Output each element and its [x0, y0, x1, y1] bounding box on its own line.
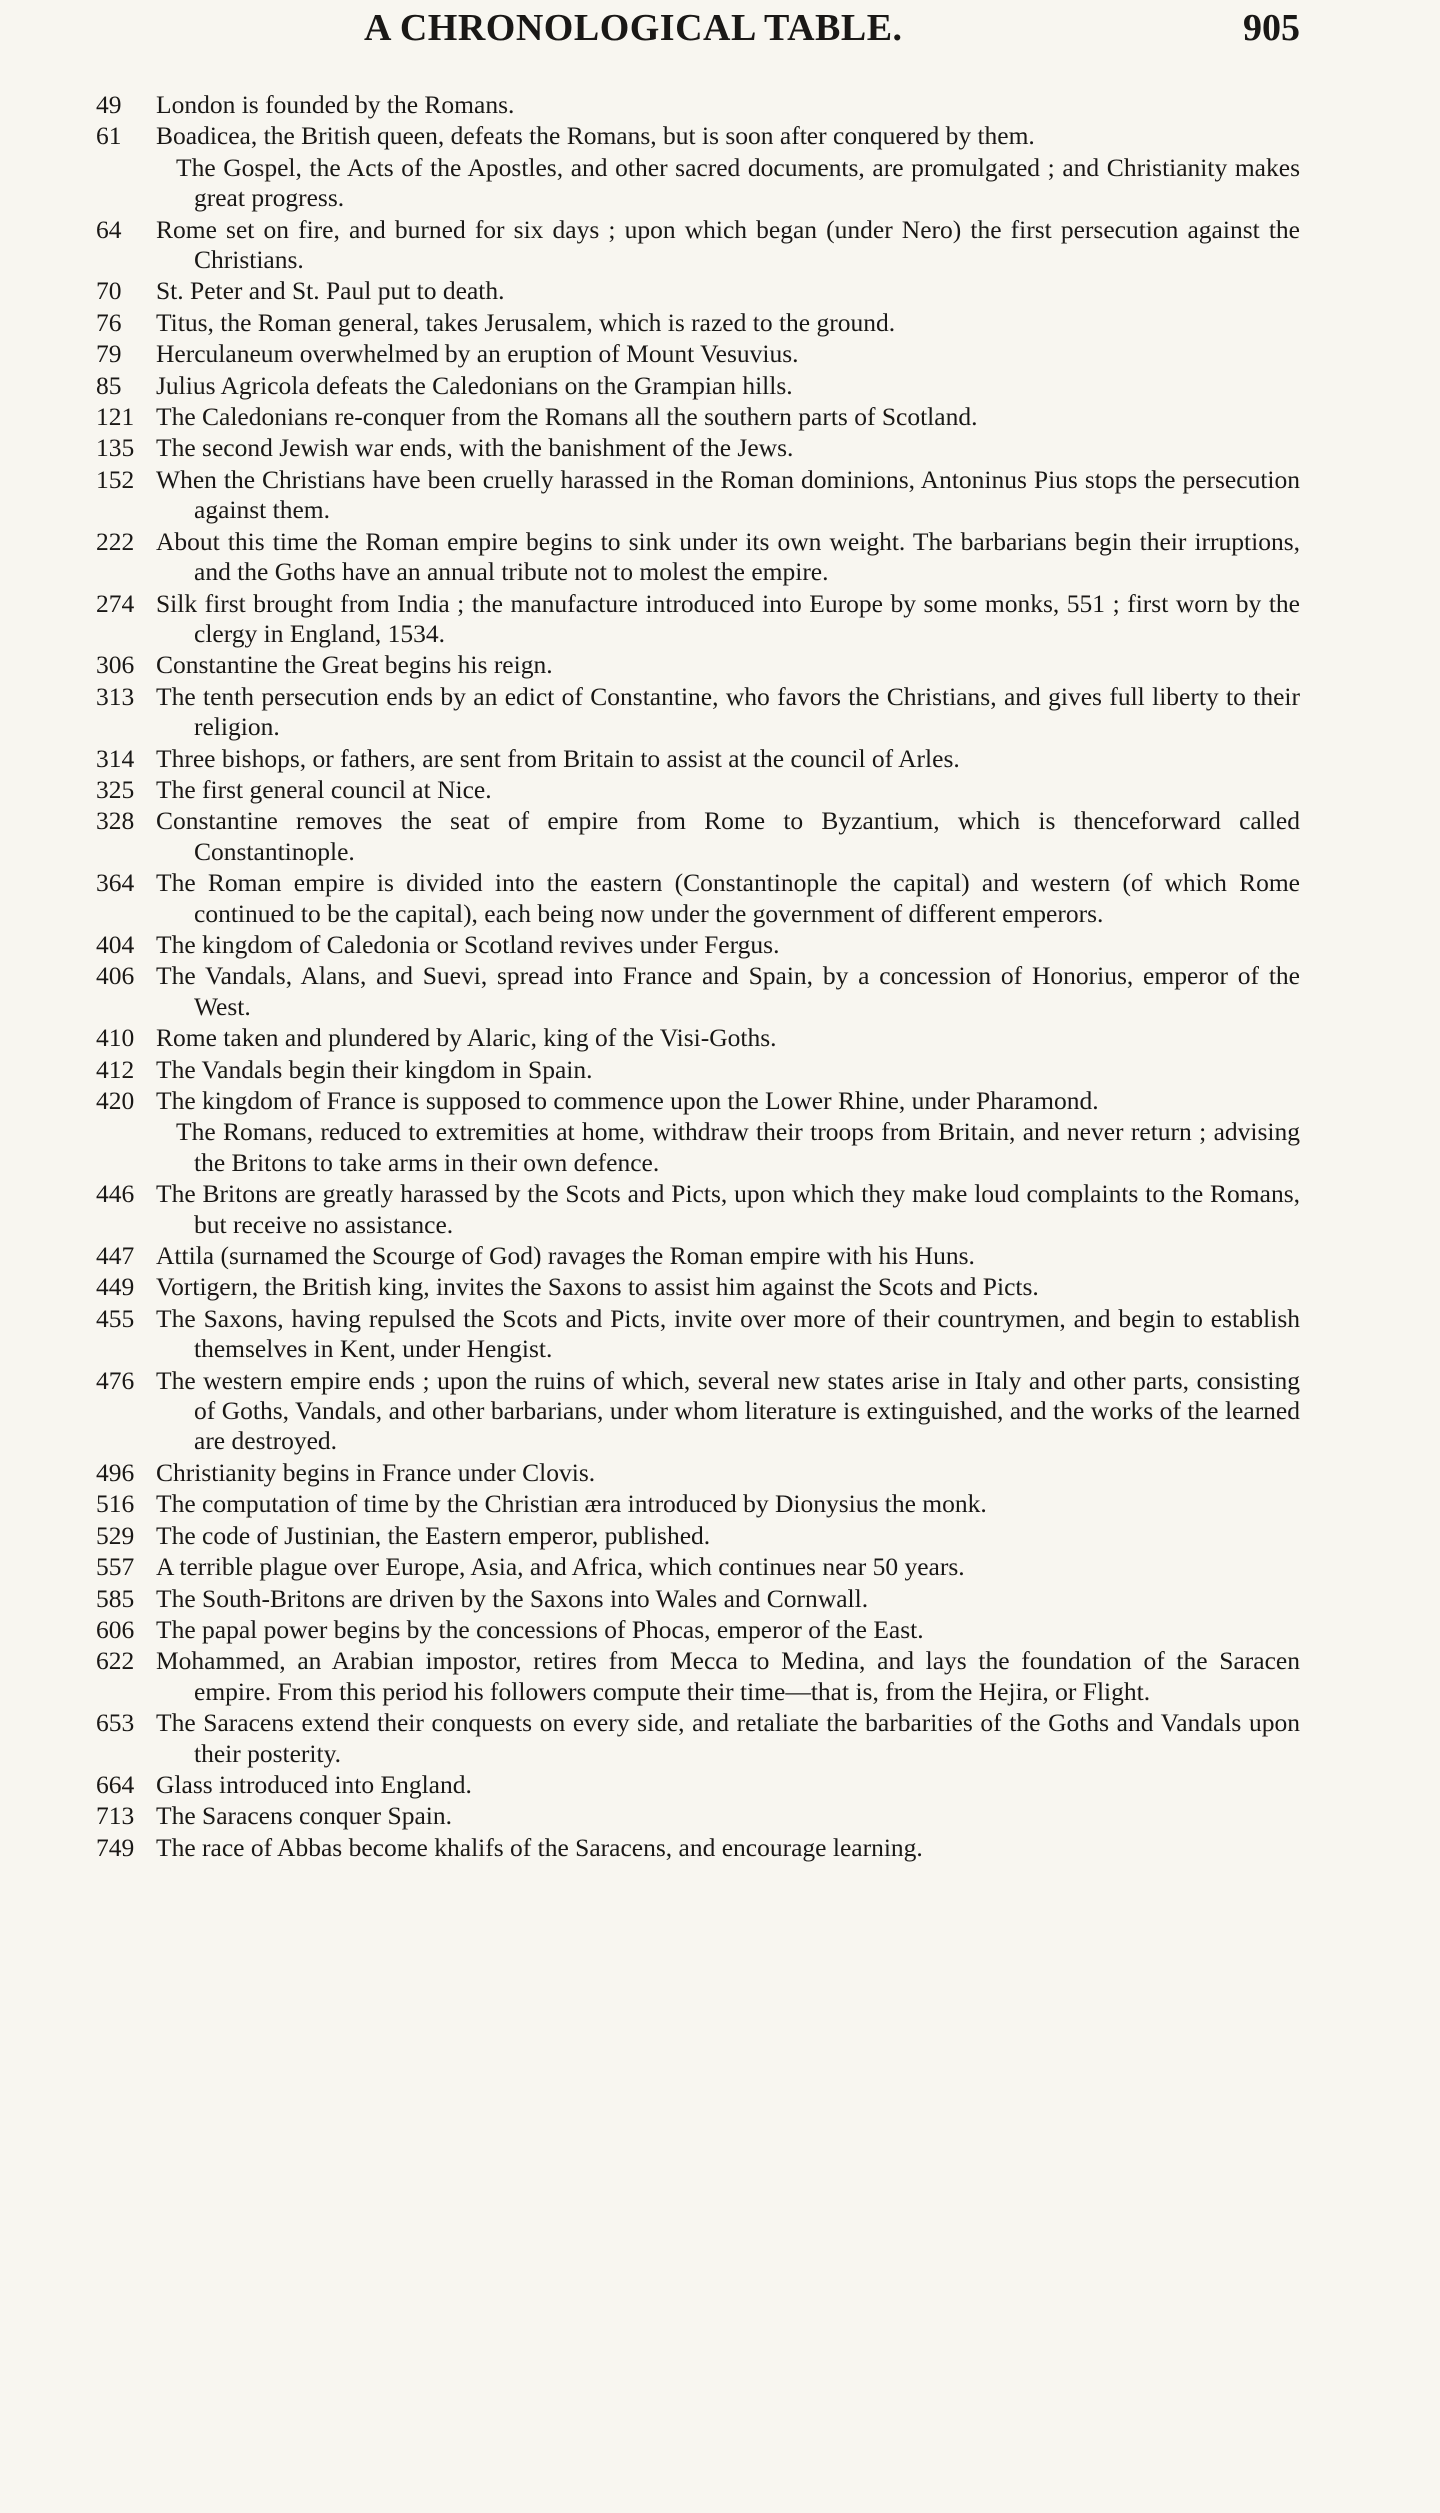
entry-text: Constantine the Great begins his reign. [156, 650, 553, 680]
entry-year: 420 [96, 1086, 135, 1115]
entry-year: 152 [96, 464, 135, 494]
entry-text: Titus, the Roman general, takes Jerusalem, which is razed to the ground. [156, 307, 896, 337]
chronology-entry [96, 1117, 1300, 1178]
entry-year: 364 [96, 868, 135, 898]
entry-text: The race of Abbas become khalifs of the Saracens, and encourage learning. [156, 1832, 923, 1862]
chronology-entry [96, 1023, 1300, 1053]
entry-text: When the Christians have been cruelly harassed in the Roman dominions, Antoninus Pius stops the persecution against them. [156, 464, 1300, 525]
entry-year: 76 [96, 307, 122, 337]
entry-text: The Saracens conquer Spain. [156, 1801, 452, 1831]
entry-year: 412 [96, 1054, 135, 1084]
chronology-entry [96, 465, 1300, 526]
entry-text: St. Peter and St. Paul put to death. [156, 276, 505, 306]
entry-year: 306 [96, 650, 135, 680]
entry-text: Julius Agricola defeats the Caledonians on the Grampian hills. [156, 370, 793, 400]
chronology-entry [96, 1304, 1300, 1365]
entry-year: 664 [96, 1769, 135, 1799]
chronology-entry [96, 90, 1300, 120]
chronology-entry [96, 1833, 1300, 1863]
chronology-entry [96, 308, 1300, 338]
chronology-entry [96, 1801, 1300, 1831]
entry-text: The Gospel, the Acts of the Apostles, and other sacred documents, are promulgated ; and Christianity makes great progress. [176, 152, 1300, 213]
entry-text: Rome set on fire, and burned for six days ; upon which began (under Nero) the first persecution against the Christians. [156, 214, 1300, 275]
entry-text: The second Jewish war ends, with the banishment of the Jews. [156, 433, 794, 463]
entry-text: Glass introduced into England. [156, 1769, 472, 1799]
chronology-entry [96, 1055, 1300, 1085]
entry-text: The computation of time by the Christian æra introduced by Dionysius the monk. [156, 1489, 987, 1519]
chronology-entry [96, 1708, 1300, 1769]
entry-text: The South-Britons are driven by the Saxons into Wales and Cornwall. [156, 1583, 869, 1613]
chronology-entry [96, 1489, 1300, 1519]
entry-year: 529 [96, 1520, 135, 1550]
entry-text: The Vandals, Alans, and Suevi, spread into France and Spain, by a concession of Honorius, emperor of the West. [156, 961, 1300, 1021]
chronology-entry [96, 1615, 1300, 1645]
chronology-entry [96, 589, 1300, 650]
chronology-entry [96, 1458, 1300, 1488]
entry-text: The code of Justinian, the Eastern emperor, published. [156, 1520, 711, 1550]
chronology-entry [96, 1770, 1300, 1800]
entry-year: 404 [96, 929, 135, 959]
entry-text: Herculaneum overwhelmed by an eruption of Mount Vesuvius. [156, 339, 799, 369]
entry-year: 606 [96, 1614, 135, 1644]
entry-year: 121 [96, 402, 135, 432]
entry-year: 496 [96, 1457, 135, 1487]
entry-year: 410 [96, 1023, 135, 1053]
entry-year: 446 [96, 1179, 135, 1209]
entry-text: The Britons are greatly harassed by the Scots and Picts, upon which they make loud complaints to the Romans, but receive no assistance. [156, 1179, 1300, 1239]
entry-text: The tenth persecution ends by an edict of Constantine, who favors the Christians, and gives full liberty to their religion. [156, 681, 1300, 742]
entry-text: Constantine removes the seat of empire from Rome to Byzantium, which is thenceforward called Constantinople. [156, 806, 1300, 866]
entry-year: 455 [96, 1303, 135, 1333]
entry-text: The kingdom of Caledonia or Scotland revives under Fergus. [156, 929, 780, 959]
entry-text: A terrible plague over Europe, Asia, and Africa, which continues near 50 years. [156, 1552, 965, 1582]
entry-text: The Vandals begin their kingdom in Spain. [156, 1054, 593, 1084]
entry-year: 274 [96, 588, 135, 618]
entry-year: 70 [96, 276, 122, 306]
entry-year: 622 [96, 1646, 135, 1676]
entry-text: Rome taken and plundered by Alaric, king of the Visi-Goths. [156, 1023, 777, 1053]
entry-text: About this time the Roman empire begins to sink under its own weight. The barbarians begin their irruptions, and the Goths have an annual tribute not to molest the empire. [156, 526, 1300, 587]
entry-text: Three bishops, or fathers, are sent from Britain to assist at the council of Arles. [156, 743, 960, 773]
page-header [96, 0, 1300, 72]
entry-year: 328 [96, 806, 135, 836]
chronology-entry [96, 1241, 1300, 1271]
entry-text: The Saracens extend their conquests on every side, and retaliate the barbarities of the Goths and Vandals upon their posterity. [156, 1708, 1300, 1768]
chronology-entry [96, 153, 1300, 214]
chronology-list [96, 90, 1300, 1863]
entry-text: The western empire ends ; upon the ruins of which, several new states arise in Italy and other parts, consisting of Goths, Vandals, and other barbarians, under whom literature is extinguished, and the works of the learned are destroyed. [156, 1365, 1300, 1456]
chronology-entry [96, 371, 1300, 401]
entry-text: Vortigern, the British king, invites the Saxons to assist him against the Scots and Picts. [156, 1272, 1039, 1302]
page-title: A CHRONOLOGICAL TABLE. [364, 7, 903, 49]
entry-year: 557 [96, 1552, 135, 1582]
page-number: 905 [1243, 7, 1300, 49]
chronology-entry [96, 1179, 1300, 1240]
chronology-entry [96, 1552, 1300, 1582]
chronology-entry [96, 433, 1300, 463]
chronology-entry [96, 1366, 1300, 1457]
entry-year: 447 [96, 1241, 135, 1271]
entry-text: The Romans, reduced to extremities at home, withdraw their troops from Britain, and never return ; advising the Britons to take arms in their own defence. [176, 1117, 1300, 1177]
chronology-entry [96, 775, 1300, 805]
entry-text: Mohammed, an Arabian impostor, retires from Mecca to Medina, and lays the foundation of the Saracen empire. From this period his followers compute their time—that is, from the Hejira, or Flight. [156, 1646, 1300, 1706]
entry-year: 325 [96, 774, 135, 804]
chronology-entry [96, 527, 1300, 588]
entry-year: 61 [96, 121, 122, 151]
chronology-entry [96, 868, 1300, 929]
entry-year: 516 [96, 1489, 135, 1519]
entry-year: 64 [96, 214, 122, 244]
entry-year: 222 [96, 526, 135, 556]
entry-year: 49 [96, 90, 122, 119]
chronology-entry [96, 121, 1300, 151]
entry-year: 713 [96, 1801, 135, 1831]
entry-text: The Roman empire is divided into the eastern (Constantinople the capital) and western (of which Rome continued to be the capital), each being now under the government of different emperors. [156, 868, 1300, 928]
chronology-entry [96, 215, 1300, 276]
entry-text: The Caledonians re-conquer from the Romans all the southern parts of Scotland. [156, 402, 978, 432]
chronology-entry [96, 1272, 1300, 1302]
entry-text: London is founded by the Romans. [156, 90, 515, 119]
entry-year: 476 [96, 1365, 135, 1395]
entry-text: Christianity begins in France under Clovis. [156, 1457, 596, 1487]
entry-text: Boadicea, the British queen, defeats the Romans, but is soon after conquered by them. [156, 121, 1035, 151]
entry-year: 135 [96, 433, 135, 463]
chronology-entry [96, 1086, 1300, 1116]
entry-year: 313 [96, 681, 135, 711]
entry-text: The papal power begins by the concessions of Phocas, emperor of the East. [156, 1614, 924, 1644]
entry-year: 406 [96, 961, 135, 991]
chronology-entry [96, 1646, 1300, 1707]
entry-text: The kingdom of France is supposed to commence upon the Lower Rhine, under Pharamond. [156, 1086, 1099, 1115]
entry-year: 585 [96, 1583, 135, 1613]
chronology-entry [96, 744, 1300, 774]
chronology-entry [96, 276, 1300, 306]
entry-year: 449 [96, 1272, 135, 1302]
entry-text: The Saxons, having repulsed the Scots and Picts, invite over more of their countrymen, and begin to establish themselves in Kent, under Hengist. [156, 1303, 1300, 1364]
chronology-entry [96, 930, 1300, 960]
chronology-entry [96, 806, 1300, 867]
entry-year: 85 [96, 370, 122, 400]
chronology-entry [96, 961, 1300, 1022]
chronology-entry [96, 682, 1300, 743]
entry-year: 79 [96, 339, 122, 369]
chronology-entry [96, 1521, 1300, 1551]
entry-year: 749 [96, 1832, 135, 1862]
entry-text: Attila (surnamed the Scourge of God) ravages the Roman empire with his Huns. [156, 1241, 975, 1271]
entry-text: The first general council at Nice. [156, 774, 492, 804]
entry-text: Silk first brought from India ; the manufacture introduced into Europe by some monks, 551 ; first worn by the clergy in England, 1534. [156, 588, 1300, 648]
chronology-entry [96, 1584, 1300, 1614]
chronology-entry [96, 402, 1300, 432]
entry-year: 314 [96, 743, 135, 773]
chronology-entry [96, 339, 1300, 369]
chronology-entry [96, 650, 1300, 680]
entry-year: 653 [96, 1708, 135, 1738]
